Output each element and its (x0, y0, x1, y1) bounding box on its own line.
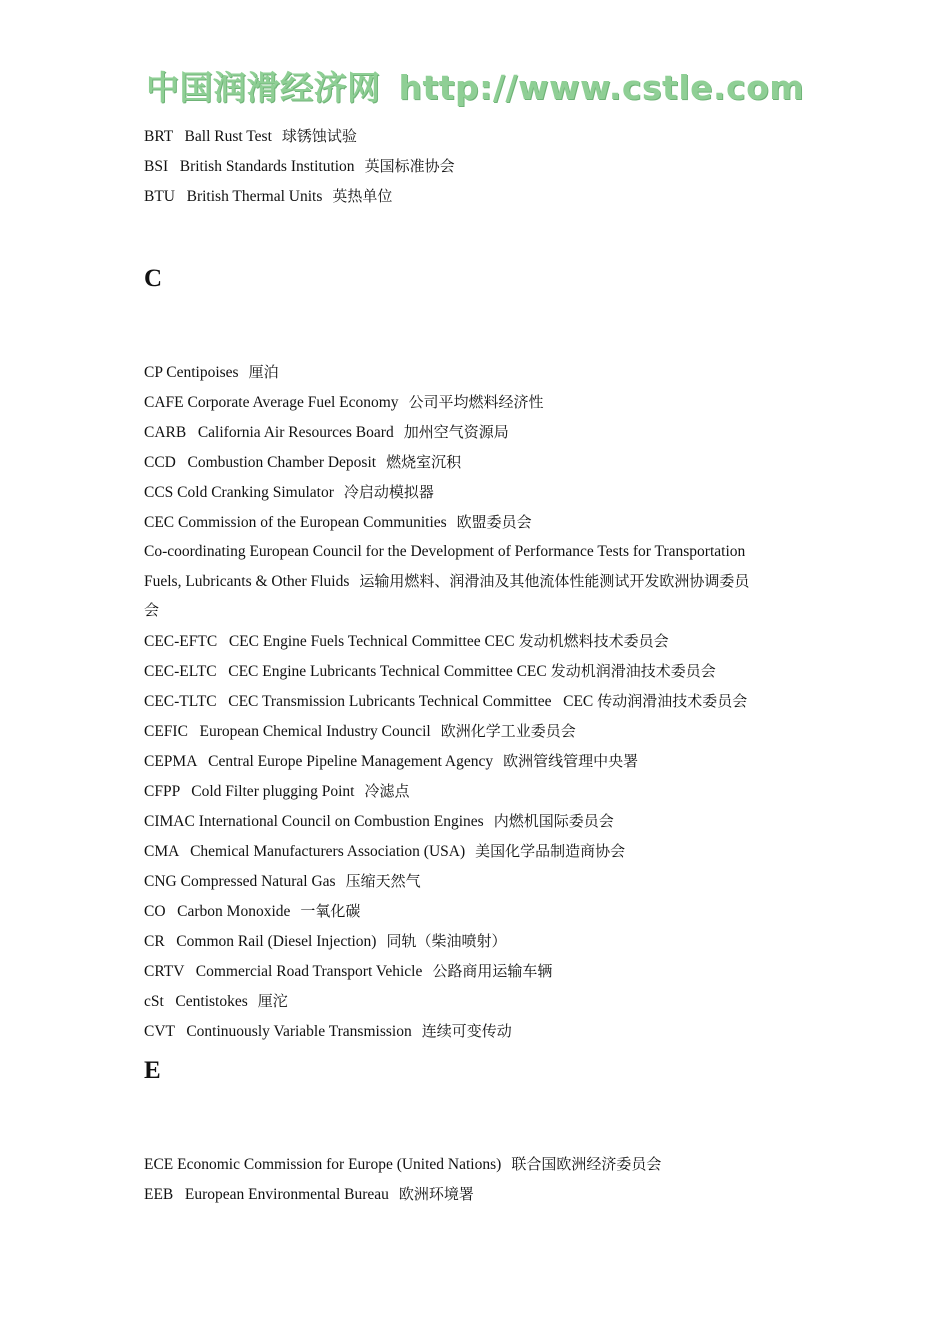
entry-term: ECE Economic Commission for Europe (United Nations) (144, 1156, 502, 1173)
glossary-entry (144, 512, 532, 533)
entry-term: CARB California Air Resources Board (144, 424, 394, 441)
glossary-entry (144, 841, 625, 862)
entry-term: CCS Cold Cranking Simulator (144, 484, 334, 501)
entry-translation: 英热单位 (332, 187, 393, 205)
entry-translation: 公司平均燃料经济性 (408, 393, 544, 411)
glossary-entry-multiline-line2 (144, 571, 749, 592)
entry-translation: 欧洲管线管理中央署 (503, 752, 639, 770)
glossary-entry (144, 991, 288, 1012)
entry-translation: 美国化学品制造商协会 (475, 842, 626, 860)
entry-translation: 同轨（柴油喷射） (386, 932, 507, 950)
entry-term: CMA Chemical Manufacturers Association (USA) (144, 843, 466, 860)
glossary-entry (144, 1184, 474, 1205)
entry-term: EEB European Environmental Bureau (144, 1186, 389, 1203)
glossary-entry (144, 1154, 661, 1175)
entry-translation: 球锈蚀试验 (281, 127, 357, 145)
glossary-entry (144, 931, 507, 952)
entry-translation: 运输用燃料、润滑油及其他流体性能测试开发欧洲协调委员 (359, 572, 750, 590)
banner-site-name: 中国润滑经济网 (146, 68, 381, 107)
entry-term: CVT Continuously Variable Transmission (144, 1023, 412, 1040)
glossary-entry (144, 156, 455, 177)
entry-term: cSt Centistokes (144, 993, 248, 1010)
entry-term: CEFIC European Chemical Industry Council (144, 723, 431, 740)
glossary-entry (144, 811, 614, 832)
glossary-entry-multiline-line3: 会 (144, 601, 160, 619)
entry-translation: 一氧化碳 (300, 902, 361, 920)
entry-term: BTU British Thermal Units (144, 188, 323, 205)
entry-term: CEC-ELTC CEC Engine Lubricants Technical Committee CEC (144, 663, 547, 680)
glossary-entry (144, 362, 279, 383)
entry-translation: 燃烧室沉积 (386, 453, 462, 471)
entry-translation: 冷滤点 (364, 782, 410, 800)
entry-translation: 公路商用运输车辆 (432, 962, 553, 980)
glossary-entry (144, 631, 669, 652)
glossary-entry (144, 781, 409, 802)
site-banner (146, 62, 804, 109)
entry-term: CP Centipoises (144, 364, 239, 381)
entry-term: CFPP Cold Filter plugging Point (144, 783, 355, 800)
entry-translation: 联合国欧洲经济委员会 (511, 1155, 662, 1173)
entry-translation: 传动润滑油技术委员会 (597, 692, 748, 710)
section-heading-e: E (144, 1057, 161, 1084)
glossary-entry (144, 751, 638, 772)
entry-translation: 厘沱 (257, 992, 288, 1010)
section-heading-c: C (144, 265, 163, 292)
entry-term: CEC-TLTC CEC Transmission Lubricants Technical Committee CEC (144, 693, 594, 710)
glossary-entry (144, 661, 716, 682)
entry-translation: 内燃机国际委员会 (493, 812, 614, 830)
entry-term: CEPMA Central Europe Pipeline Management Agency (144, 753, 494, 770)
glossary-entry (144, 392, 544, 413)
glossary-entry (144, 482, 434, 503)
glossary-entry (144, 452, 461, 473)
entry-translation: 欧盟委员会 (456, 513, 532, 531)
entry-term: CR Common Rail (Diesel Injection) (144, 933, 377, 950)
glossary-entry (144, 126, 357, 147)
entry-translation: 加州空气资源局 (403, 423, 509, 441)
glossary-entry (144, 186, 392, 207)
entry-term: Fuels, Lubricants & Other Fluids (144, 573, 350, 590)
entry-translation: 发动机润滑油技术委员会 (550, 662, 716, 680)
entry-term: CCD Combustion Chamber Deposit (144, 454, 377, 471)
banner-url: http://www.cstle.com (398, 68, 805, 107)
entry-term: CEC-EFTC CEC Engine Fuels Technical Committee CEC (144, 633, 515, 650)
glossary-entry-multiline-line1: Co-coordinating European Council for the Development of Performance Tests for Transportation (144, 543, 746, 560)
entry-translation: 欧洲化学工业委员会 (440, 722, 576, 740)
entry-translation: 欧洲环境署 (398, 1185, 474, 1203)
entry-term: BSI British Standards Institution (144, 158, 355, 175)
entry-translation: 压缩天然气 (345, 872, 421, 890)
entry-term: CNG Compressed Natural Gas (144, 873, 336, 890)
entry-term: CEC Commission of the European Communities (144, 514, 447, 531)
glossary-entry (144, 871, 421, 892)
glossary-entry (144, 422, 509, 443)
entry-term: BRT Ball Rust Test (144, 128, 272, 145)
entry-term: CIMAC International Council on Combustion Engines (144, 813, 484, 830)
entry-translation: 连续可变传动 (421, 1022, 512, 1040)
glossary-entry (144, 961, 552, 982)
entry-translation: 发动机燃料技术委员会 (518, 632, 669, 650)
entry-term: CO Carbon Monoxide (144, 903, 291, 920)
entry-term: CRTV Commercial Road Transport Vehicle (144, 963, 423, 980)
entry-term: CAFE Corporate Average Fuel Economy (144, 394, 399, 411)
entry-translation: 英国标准协会 (364, 157, 455, 175)
glossary-entry (144, 901, 360, 922)
glossary-entry (144, 721, 576, 742)
glossary-entry (144, 1021, 512, 1042)
entry-translation: 冷启动模拟器 (343, 483, 434, 501)
entry-translation: 厘泊 (248, 363, 279, 381)
glossary-entry (144, 691, 747, 712)
